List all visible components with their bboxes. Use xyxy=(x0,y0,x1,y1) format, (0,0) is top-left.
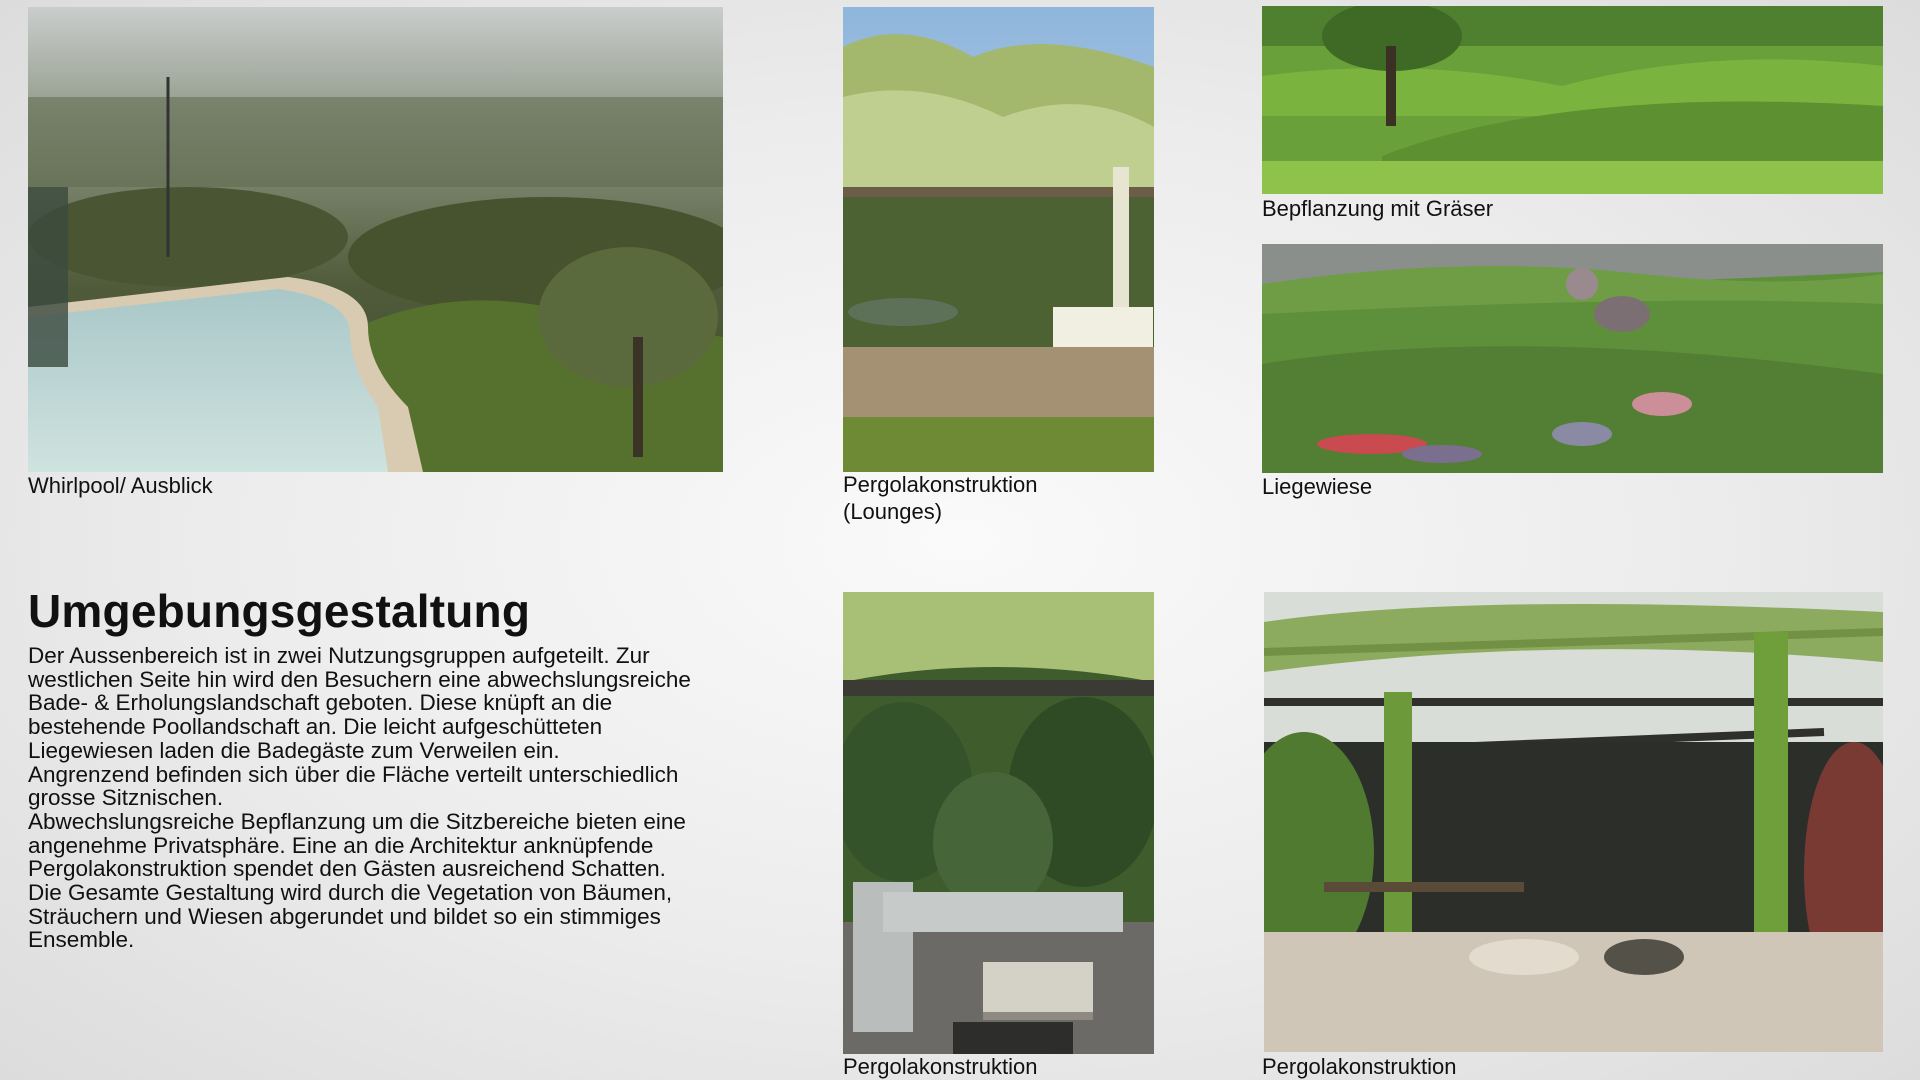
photo-pergola-lounges xyxy=(843,7,1154,472)
caption-pergola-terrace: Pergolakonstruktion xyxy=(1262,1054,1457,1079)
caption-liegewiese: Liegewiese xyxy=(1262,474,1373,499)
section-title: Umgebungsgestaltung xyxy=(28,585,531,637)
caption-grasses: Bepflanzung mit Gräser xyxy=(1262,196,1494,221)
caption-pergola-sofa: Pergolakonstruktion xyxy=(843,1054,1038,1079)
photo-whirlpool xyxy=(28,7,723,472)
photo-pergola-sofa xyxy=(843,592,1154,1054)
section-body: Der Aussenbereich ist in zwei Nutzungsgruppen aufgeteilt. Zur westlichen Seite hin wird den Besuchern eine abwechslungsreiche Bade- & Erholungslandschaft geboten. Diese knüpft an die bestehende Poollandschaft an. Die leicht aufgeschütteten Liegewiesen laden die Badegäste zum Verweilen ein. Angrenzend befinden sich über die Fläche verteilt unterschiedlich grosse Sitznischen. Abwechslungsreiche Bepflanzung um die Sitzbereiche bieten eine angenehme Privatsphäre. Eine an die Architektur anknüpfende Pergolakonstruktion spendet den Gästen ausreichend Schatten. Die Gesamte Gestaltung wird durch die Vegetation von Bäumen, Sträuchern und Wiesen abgerundet und bildet so ein stimmiges Ensemble. xyxy=(28,643,691,953)
caption-pergola-lounges: Pergolakonstruktion (Lounges) xyxy=(843,472,1038,524)
photo-grasses xyxy=(1262,6,1883,194)
photo-pergola-terrace xyxy=(1264,592,1883,1052)
caption-whirlpool: Whirlpool/ Ausblick xyxy=(28,473,213,498)
photo-liegewiese xyxy=(1262,244,1883,473)
